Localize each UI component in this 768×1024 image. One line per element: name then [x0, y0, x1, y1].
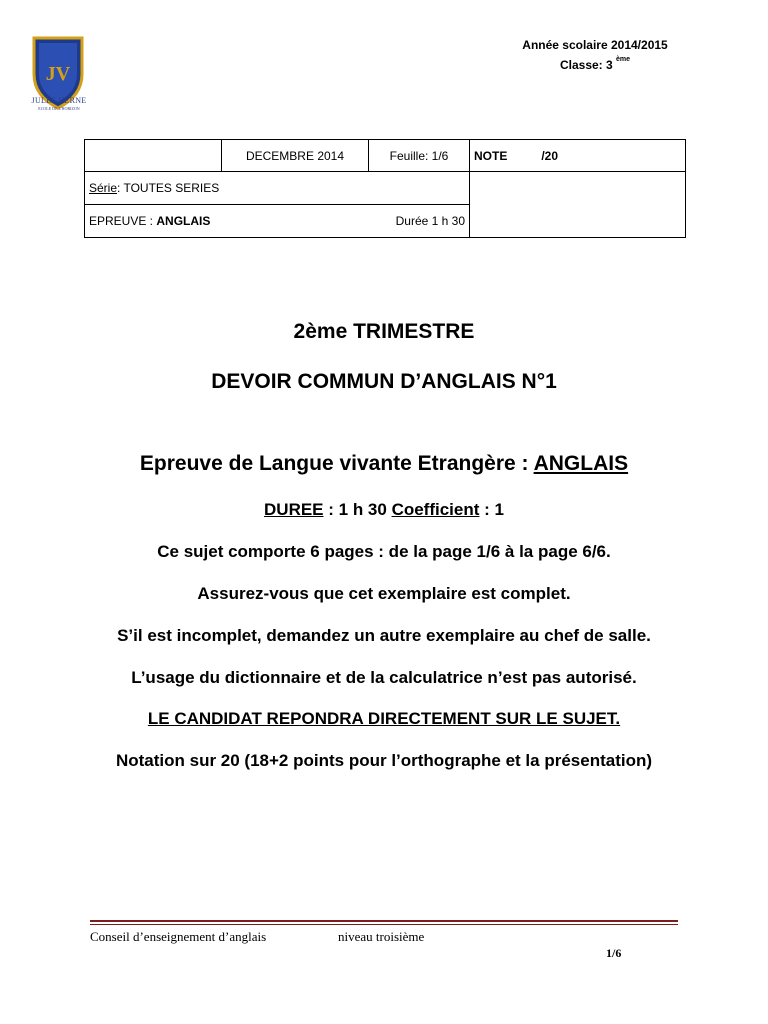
footer-level: niveau troisième [338, 929, 425, 944]
school-name: JULES VERNE [31, 96, 87, 105]
trimester-heading: 2ème TRIMESTRE [293, 320, 475, 343]
subject-heading: Epreuve de Langue vivante Etrangère : ANGLAIS [139, 452, 629, 475]
exam-header-table [84, 139, 686, 238]
footer-rule [90, 920, 678, 922]
school-subtitle: ECOLE DE L'HORIZON [38, 106, 80, 111]
grade-box [470, 172, 686, 238]
epreuve-cell: EPREUVE : ANGLAIS Durée 1 h 30 [85, 205, 470, 238]
grading-info: Notation sur 20 (18+2 points pour l’orthographe et la présentation) [115, 751, 653, 770]
footer-council: Conseil d’enseignement d’anglais [90, 929, 267, 944]
footer-rule [90, 924, 678, 925]
exam-date: DECEMBRE 2014 [222, 140, 369, 172]
serie-cell: Série: TOUTES SERIES [85, 172, 470, 205]
empty-cell [85, 140, 222, 172]
school-year: Année scolaire 2014/2015 [522, 38, 668, 52]
pages-info: Ce sujet comporte 6 pages : de la page 1/6 à la page 6/6. [157, 542, 611, 561]
sheet-number: Feuille: 1/6 [369, 140, 470, 172]
duration-coefficient: DUREE : 1 h 30 Coefficient : 1 [264, 500, 504, 519]
page-number: 1/6 [606, 946, 622, 960]
class-label: Classe: 3 $^{ème}$ [559, 56, 631, 72]
answer-instruction: LE CANDIDAT REPONDRA DIRECTEMENT SUR LE SUJET. [147, 709, 621, 728]
logo-initials: JV [45, 63, 71, 85]
exam-title: DEVOIR COMMUN D’ANGLAIS N°1 [211, 370, 557, 393]
note-cell: NOTE /20 [470, 140, 686, 172]
duration-label: Durée 1 h 30 [395, 214, 465, 228]
incomplete-instruction: S’il est incomplet, demandez un autre exemplaire au chef de salle. [117, 626, 651, 645]
check-complete: Assurez-vous que cet exemplaire est complet. [197, 584, 571, 603]
tools-rule: L’usage du dictionnaire et de la calculatrice n’est pas autorisé. [131, 668, 637, 687]
